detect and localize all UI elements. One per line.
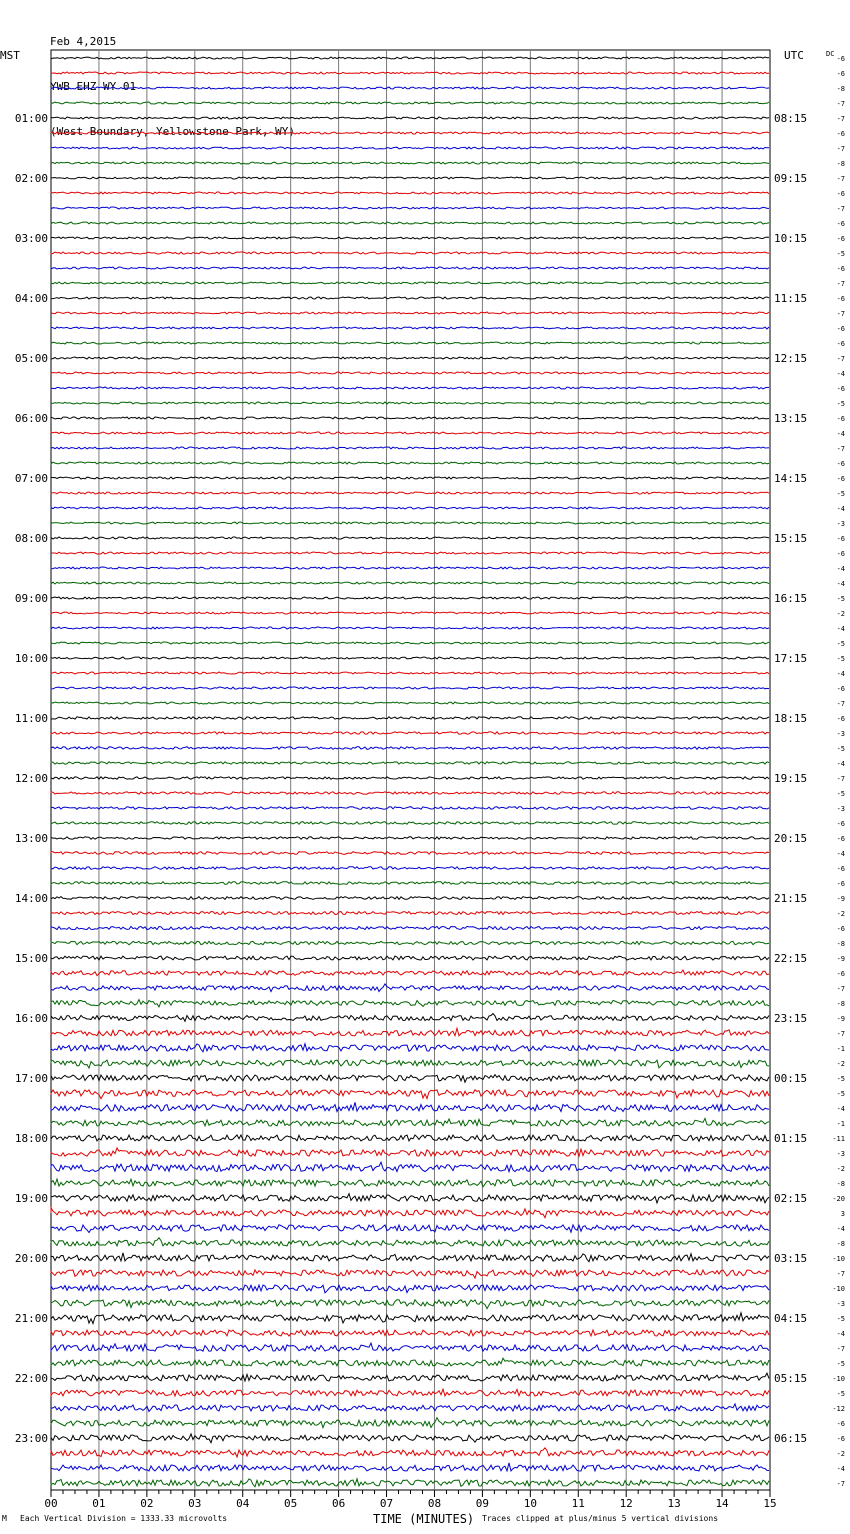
seismic-trace — [51, 1090, 769, 1099]
seismic-trace — [51, 432, 769, 434]
mst-hour-label: 02:00 — [14, 172, 48, 185]
x-tick-label: 06 — [331, 1497, 346, 1510]
utc-hour-label: 13:15 — [774, 412, 808, 425]
mst-hour-label: 05:00 — [14, 352, 48, 365]
seismic-trace — [51, 57, 769, 59]
seismic-trace — [51, 1299, 769, 1308]
mst-hour-label: 20:00 — [14, 1252, 48, 1265]
dc-offset-value: -4 — [836, 580, 845, 588]
dc-offset-value: -6 — [836, 550, 845, 558]
dc-offset-value: -10 — [832, 1375, 845, 1383]
dc-offset-value: -7 — [836, 1480, 845, 1488]
dc-offset-value: -6 — [836, 325, 845, 333]
mst-hour-label: 18:00 — [14, 1132, 48, 1145]
x-tick-label: 12 — [619, 1497, 633, 1510]
dc-offset-value: -6 — [836, 865, 845, 873]
seismic-trace — [51, 1014, 769, 1022]
dc-offset-value: -6 — [836, 130, 845, 138]
seismic-trace — [51, 1194, 769, 1203]
dc-offset-value: -7 — [836, 1270, 845, 1278]
dc-offset-value: -6 — [836, 235, 845, 243]
seismic-trace — [51, 702, 769, 704]
seismic-trace — [51, 687, 769, 689]
seismic-trace — [51, 1313, 769, 1324]
utc-hour-label: 09:15 — [774, 172, 808, 185]
dc-offset-value: -6 — [836, 475, 845, 483]
utc-hour-label: 15:15 — [774, 532, 808, 545]
seismic-trace — [51, 312, 769, 314]
utc-hour-label: 16:15 — [774, 592, 808, 605]
seismic-trace — [51, 252, 769, 254]
dc-offset-value: -7 — [836, 280, 845, 288]
dc-offset-value: -6 — [836, 70, 845, 78]
mst-hour-label: 17:00 — [14, 1072, 48, 1085]
dc-offset-value: -5 — [836, 1390, 845, 1398]
corner-mark: M — [2, 1514, 7, 1523]
seismic-trace — [51, 1270, 769, 1278]
x-tick-label: 10 — [523, 1497, 537, 1510]
dc-offset-value: -6 — [836, 265, 845, 273]
dc-offset-value: -9 — [836, 1015, 845, 1023]
dc-offset-value: -5 — [836, 595, 845, 603]
dc-offset-value: -4 — [836, 760, 845, 768]
utc-hour-label: 03:15 — [774, 1252, 808, 1265]
seismic-trace — [51, 612, 769, 614]
mst-hour-label: 04:00 — [14, 292, 48, 305]
dc-offset-value: -6 — [836, 970, 845, 978]
dc-offset-value: -4 — [836, 1330, 845, 1338]
dc-offset-value: -8 — [836, 940, 845, 948]
seismic-trace — [51, 1448, 769, 1457]
seismic-trace — [51, 1135, 769, 1141]
x-tick-label: 14 — [715, 1497, 729, 1510]
x-tick-label: 15 — [763, 1497, 777, 1510]
x-tick-label: 05 — [284, 1497, 298, 1510]
dc-offset-value: -5 — [836, 490, 845, 498]
seismic-trace — [51, 777, 769, 779]
utc-hour-label: 08:15 — [774, 112, 808, 125]
utc-hour-label: 18:15 — [774, 712, 808, 725]
utc-hour-label: 01:15 — [774, 1132, 808, 1145]
seismic-trace — [51, 762, 769, 764]
mst-hour-label: 22:00 — [14, 1372, 48, 1385]
seismic-trace — [51, 222, 769, 224]
seismic-trace — [51, 1148, 769, 1156]
dc-offset-value: -7 — [836, 700, 845, 708]
seismic-trace — [51, 657, 769, 659]
dc-offset-value: -6 — [836, 820, 845, 828]
scale-note: Each Vertical Division = 1333.33 microvolts — [20, 1514, 228, 1523]
dc-offset-value: -6 — [836, 340, 845, 348]
dc-offset-value: -5 — [836, 1090, 845, 1098]
x-tick-label: 13 — [667, 1497, 681, 1510]
seismic-trace — [51, 417, 769, 419]
utc-hour-label: 04:15 — [774, 1312, 808, 1325]
dc-offset-value: -6 — [836, 835, 845, 843]
dc-offset-value: -6 — [836, 55, 845, 63]
mst-hour-label: 13:00 — [14, 832, 48, 845]
dc-offset-value: -6 — [836, 1435, 845, 1443]
x-tick-label: 08 — [427, 1497, 442, 1510]
x-tick-label: 03 — [188, 1497, 202, 1510]
dc-offset-value: -6 — [836, 880, 845, 888]
seismic-trace — [51, 792, 769, 794]
plot-frame — [51, 50, 770, 1490]
mst-hour-label: 16:00 — [14, 1012, 48, 1025]
seismic-trace — [51, 732, 769, 734]
x-tick-label: 01 — [92, 1497, 106, 1510]
mst-hour-label: 12:00 — [14, 772, 48, 785]
recording-date: Feb 4,2015 — [50, 35, 117, 48]
seismic-trace — [51, 1463, 769, 1471]
dc-offset-value: -5 — [836, 1075, 845, 1083]
dc-offset-value: -7 — [836, 310, 845, 318]
dc-offset-value: -4 — [836, 850, 845, 858]
dc-offset-value: -5 — [836, 400, 845, 408]
x-tick-label: 11 — [571, 1497, 585, 1510]
seismic-trace — [51, 282, 769, 284]
seismic-trace — [51, 117, 769, 119]
seismic-trace — [51, 1389, 769, 1396]
seismic-trace — [51, 1343, 769, 1351]
dc-offset-value: -2 — [836, 1450, 845, 1458]
dc-offset-value: -8 — [836, 1000, 845, 1008]
seismic-trace — [51, 1238, 769, 1246]
seismic-trace — [51, 642, 769, 644]
mst-hour-label: 19:00 — [14, 1192, 48, 1205]
dc-offset-value: -10 — [832, 1285, 845, 1293]
utc-hour-label: 20:15 — [774, 832, 808, 845]
dc-offset-value: -4 — [836, 1465, 845, 1473]
dc-offset-value: -12 — [832, 1405, 845, 1413]
mst-hour-label: 06:00 — [14, 412, 48, 425]
seismic-trace — [51, 372, 769, 374]
seismic-trace — [51, 327, 769, 329]
dc-offset-value: 3 — [840, 1210, 845, 1218]
dc-offset-value: -7 — [836, 1345, 845, 1353]
seismic-trace — [51, 1000, 769, 1007]
seismic-trace — [51, 342, 769, 344]
dc-offset-value: -10 — [832, 1255, 845, 1263]
dc-offset-value: -11 — [832, 1135, 845, 1143]
mst-hour-label: 09:00 — [14, 592, 48, 605]
right-timezone-label: UTC — [784, 49, 804, 62]
station-location: (West Boundary, Yellowstone Park, WY) — [50, 125, 296, 138]
station-code: YWB EHZ WY 01 — [50, 80, 137, 93]
seismic-trace — [51, 807, 769, 810]
seismic-trace — [51, 237, 769, 239]
x-tick-label: 04 — [236, 1497, 250, 1510]
dc-offset-value: -3 — [836, 805, 845, 813]
seismic-trace — [51, 897, 769, 900]
x-tick-label: 07 — [379, 1497, 394, 1510]
dc-offset-value: -1 — [836, 1045, 845, 1053]
dc-offset-value: -8 — [836, 1180, 845, 1188]
utc-hour-label: 05:15 — [774, 1372, 808, 1385]
seismic-trace — [51, 267, 769, 269]
dc-offset-value: -2 — [836, 1165, 845, 1173]
dc-offset-value: -7 — [836, 175, 845, 183]
dc-offset-value: -7 — [836, 115, 845, 123]
seismic-trace — [51, 1118, 769, 1126]
dc-offset-value: -6 — [836, 385, 845, 393]
seismic-trace — [51, 926, 769, 929]
mst-hour-label: 11:00 — [14, 712, 48, 725]
seismic-trace — [51, 192, 769, 194]
utc-hour-label: 19:15 — [774, 772, 808, 785]
seismic-trace — [51, 627, 769, 629]
seismic-trace — [51, 552, 769, 554]
dc-offset-value: -2 — [836, 910, 845, 918]
dc-offset-value: -6 — [836, 190, 845, 198]
seismic-trace — [51, 1434, 769, 1443]
seismic-trace — [51, 882, 769, 885]
seismic-trace — [51, 1060, 769, 1068]
seismic-trace — [51, 387, 769, 389]
seismic-trace — [51, 1179, 769, 1187]
seismic-trace — [51, 1102, 769, 1111]
x-axis-title: TIME (MINUTES) — [373, 1512, 475, 1526]
dc-offset-value: -7 — [836, 985, 845, 993]
mst-hour-label: 03:00 — [14, 232, 48, 245]
seismic-trace — [51, 597, 769, 599]
dc-offset-value: -8 — [836, 1240, 845, 1248]
seismic-trace — [51, 970, 769, 976]
dc-offset-value: -2 — [836, 610, 845, 618]
seismic-trace — [51, 357, 769, 359]
dc-offset-value: -5 — [836, 655, 845, 663]
seismic-trace — [51, 672, 769, 674]
seismic-trace — [51, 162, 769, 164]
x-tick-label: 00 — [44, 1497, 58, 1510]
seismic-trace — [51, 837, 769, 839]
dc-offset-value: -7 — [836, 145, 845, 153]
utc-hour-label: 23:15 — [774, 1012, 808, 1025]
utc-hour-label: 11:15 — [774, 292, 808, 305]
seismic-trace — [51, 1225, 769, 1233]
seismic-trace — [51, 297, 769, 299]
dc-offset-value: -2 — [836, 1060, 845, 1068]
dc-offset-value: -3 — [836, 730, 845, 738]
dc-offset-value: -4 — [836, 430, 845, 438]
utc-hour-label: 06:15 — [774, 1432, 808, 1445]
mst-hour-label: 07:00 — [14, 472, 48, 485]
seismic-trace — [51, 1358, 769, 1366]
dc-offset-value: -7 — [836, 445, 845, 453]
dc-offset-value: -5 — [836, 1360, 845, 1368]
dc-offset-value: -4 — [836, 1225, 845, 1233]
mst-hour-label: 15:00 — [14, 952, 48, 965]
utc-hour-label: 22:15 — [774, 952, 808, 965]
dc-offset-value: -6 — [836, 685, 845, 693]
mst-hour-label: 08:00 — [14, 532, 48, 545]
dc-offset-value: -5 — [836, 745, 845, 753]
dc-offset-value: -8 — [836, 85, 845, 93]
dc-offset-value: -9 — [836, 955, 845, 963]
dc-offset-value: -5 — [836, 790, 845, 798]
seismic-trace — [51, 567, 769, 569]
seismic-trace — [51, 1028, 769, 1036]
seismic-trace — [51, 912, 769, 915]
dc-offset-value: -4 — [836, 1105, 845, 1113]
dc-offset-value: -5 — [836, 640, 845, 648]
dc-offset-value: -6 — [836, 295, 845, 303]
dc-offset-value: -20 — [832, 1195, 845, 1203]
dc-offset-value: -7 — [836, 355, 845, 363]
mst-hour-label: 01:00 — [14, 112, 48, 125]
utc-hour-label: 12:15 — [774, 352, 808, 365]
seismic-trace — [51, 1075, 769, 1083]
dc-offset-value: -3 — [836, 1150, 845, 1158]
utc-hour-label: 21:15 — [774, 892, 808, 905]
dc-offset-value: -6 — [836, 715, 845, 723]
seismic-trace — [51, 1162, 769, 1172]
seismic-trace — [51, 984, 769, 992]
seismic-trace — [51, 1479, 769, 1487]
seismic-trace — [51, 852, 769, 855]
seismic-trace — [51, 1418, 769, 1428]
dc-offset-value: -7 — [836, 775, 845, 783]
seismic-trace — [51, 1373, 769, 1381]
seismic-trace — [51, 867, 769, 870]
dc-offset-value: -4 — [836, 670, 845, 678]
seismic-trace — [51, 477, 769, 479]
dc-offset-value: -6 — [836, 415, 845, 423]
dc-offset-value: -6 — [836, 535, 845, 543]
seismic-trace — [51, 507, 769, 509]
seismic-trace — [51, 402, 769, 404]
dc-offset-value: -3 — [836, 520, 845, 528]
seismic-trace — [51, 132, 769, 134]
seismic-trace — [51, 72, 769, 74]
seismic-trace — [51, 822, 769, 825]
seismic-trace — [51, 941, 769, 944]
utc-hour-label: 10:15 — [774, 232, 808, 245]
seismic-trace — [51, 717, 769, 719]
utc-hour-label: 17:15 — [774, 652, 808, 665]
seismic-trace — [51, 1404, 769, 1412]
dc-offset-value: -4 — [836, 625, 845, 633]
dc-offset-value: -1 — [836, 1120, 845, 1128]
dc-offset-value: -9 — [836, 895, 845, 903]
dc-offset-value: -4 — [836, 370, 845, 378]
utc-hour-label: 00:15 — [774, 1072, 808, 1085]
seismic-trace — [51, 537, 769, 539]
seismic-trace — [51, 102, 769, 104]
seismic-trace — [51, 1285, 769, 1293]
dc-offset-value: -7 — [836, 1030, 845, 1038]
seismic-trace — [51, 1044, 769, 1052]
dc-label: DC — [826, 50, 835, 58]
seismic-trace — [51, 582, 769, 584]
utc-hour-label: 14:15 — [774, 472, 808, 485]
seismic-trace — [51, 207, 769, 209]
seismic-trace — [51, 87, 769, 89]
seismic-trace — [51, 492, 769, 494]
seismic-trace — [51, 956, 769, 960]
dc-offset-value: -5 — [836, 250, 845, 258]
dc-offset-value: -6 — [836, 1420, 845, 1428]
dc-offset-value: -6 — [836, 460, 845, 468]
left-timezone-label: MST — [0, 49, 20, 62]
seismic-trace — [51, 447, 769, 449]
clip-note: Traces clipped at plus/minus 5 vertical divisions — [482, 1514, 719, 1523]
dc-offset-value: -3 — [836, 1300, 845, 1308]
seismic-trace — [51, 462, 769, 464]
seismic-trace — [51, 147, 769, 149]
mst-hour-label: 23:00 — [14, 1432, 48, 1445]
seismic-trace — [51, 1208, 769, 1218]
x-tick-label: 02 — [140, 1497, 154, 1510]
dc-offset-value: -4 — [836, 565, 845, 573]
seismic-trace — [51, 177, 769, 179]
dc-offset-value: -7 — [836, 100, 845, 108]
seismic-trace — [51, 1253, 769, 1262]
dc-offset-value: -6 — [836, 220, 845, 228]
seismic-trace — [51, 1330, 769, 1336]
mst-hour-label: 10:00 — [14, 652, 48, 665]
dc-offset-value: -5 — [836, 1315, 845, 1323]
dc-offset-value: -6 — [836, 925, 845, 933]
dc-offset-value: -4 — [836, 505, 845, 513]
mst-hour-label: 14:00 — [14, 892, 48, 905]
dc-offset-value: -7 — [836, 205, 845, 213]
seismic-trace — [51, 747, 769, 750]
x-tick-label: 09 — [475, 1497, 490, 1510]
seismic-trace — [51, 522, 769, 524]
dc-offset-value: -8 — [836, 160, 845, 168]
mst-hour-label: 21:00 — [14, 1312, 48, 1325]
utc-hour-label: 02:15 — [774, 1192, 808, 1205]
